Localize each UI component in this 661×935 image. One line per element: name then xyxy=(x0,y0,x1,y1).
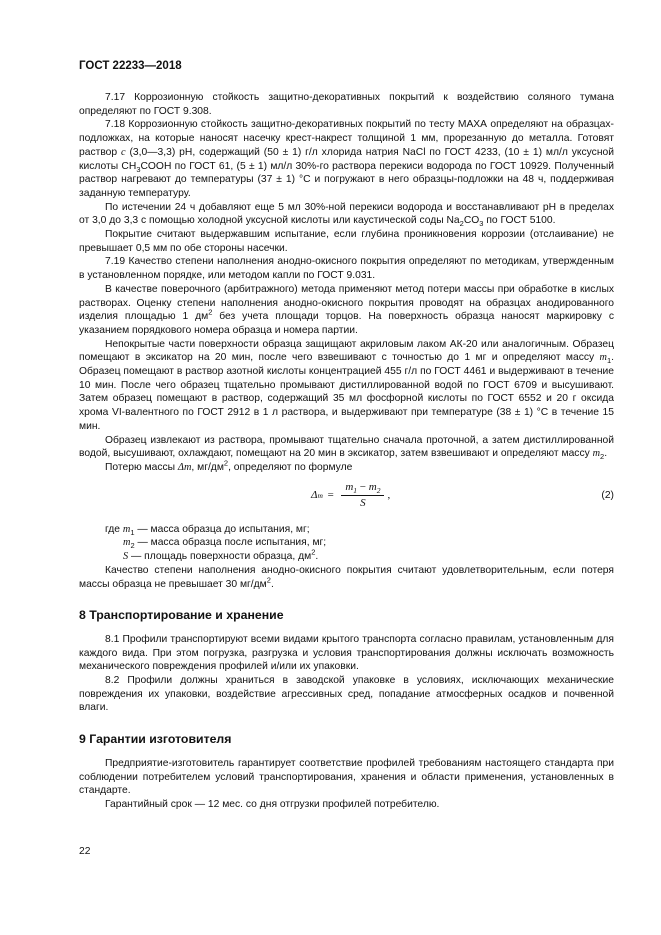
paragraph-mass-loss: Потерю массы Δm, $мг/дм^2$, определяют по формуле xyxy=(105,458,353,473)
legend-m1: где $m_1$ — масса образца до испытания, мг; xyxy=(105,523,310,537)
paragraph-arbitration-method: В качестве поверочного (арбитражного) метода применяют метод потери массы при обработке в кислых растворах. Оценку степени наполнения анодно-окисного покрытия проводят на образцах анодированного изделия площадью 1 $дм^2$ без учета площади торцов. На поверхность образца наносят маркировку с указанием порядкового номера образца и номера партии. xyxy=(79,283,615,336)
formula-2 xyxy=(79,479,614,517)
paragraph-pass-criterion: Покрытие считают выдержавшим испытание, если глубина проникновения коррозии (отслаивание) не превышает 0,5 мм по обе стороны насечки. xyxy=(79,229,614,254)
page-number: 22 xyxy=(79,846,91,857)
legend-s: S — площадь поверхности образца, $дм^2$. xyxy=(123,547,319,563)
paragraph-ph-restore: По истечении 24 ч добавляют еще 5 мл 30%-ной перекиси водорода и восстанавливают рН в пределах от 3,0 до 3,3 с помощью холодной уксусной кислоты или каустической соды $Na_2CO_3$ по ГОСТ 5100. xyxy=(79,201,614,229)
document-code: ГОСТ 22233—2018 xyxy=(79,60,182,72)
paragraph-9-2: Гарантийный срок — 12 мес. со дня отгрузки профилей потребителю. xyxy=(105,798,440,810)
section-8-title: 8 Транспортирование и хранение xyxy=(79,608,284,623)
paragraph-7-18: 7.18 Коррозионную стойкость защитно-декоративных покрытий по тесту МАХА определяют на образцах-подложках, на которые наносят насечку крест-накрест толщиной 1 мм, прорезанную до металла. Готовят раствор c (3,0—3,3) рН, содержащий (50 ± 1) г/л хлорида натрия NaCl по ГОСТ 4233, (10 ± 1) мл/л уксусной кислоты $CH_3COOH$ по ГОСТ 61, (5 ± 1) мл/л 30%-го раствора перекиси водорода по ГОСТ 10929. Полученный раствор нагревают до температуры (37 ± 1) °С и погружают в него образцы-подложки на 48 ч, поддерживая заданную температуру. xyxy=(79,119,614,199)
section-9-title: 9 Гарантии изготовителя xyxy=(79,732,232,747)
paragraph-8-2: 8.2 Профили должны храниться в заводской упаковке в условиях, исключающих механические повреждения их упаковки, воздействие агрессивных сред, попадание атмосферных осадков и почвенной влаги. xyxy=(79,675,614,714)
paragraph-protection: Непокрытые части поверхности образца защищают акриловым лаком АК-20 или аналогичным. Образец помещают в эксикатор на 20 мин, после чего взвешивают с точностью до 1 мг и определяют массу $m_1$. Образец помещают в раствор азотной кислоты концентрацией 455 г/л по ГОСТ 4461 и выдерживают в течение 10 мин. После чего образец тщательно промывают дистиллированной водой по ГОСТ 6709 и высушивают. Затем образец помещают в раствор, содержащий 35 мл фосфорной кислоты по ГОСТ 6552 и 20 г оксида хрома VI-валентного по ГОСТ 2912 в 1 л раствора, и выдерживают при температуре (38 ± 1) °С в течение 15 мин. xyxy=(79,338,614,432)
formula-expression: Δ m = $\frac{m_1 - m_2}{S}$ , xyxy=(311,480,391,510)
paragraph-9-1: Предприятие-изготовитель гарантирует соответствие профилей требованиям настоящего стандарта при соблюдении потребителем условий транспортирования, хранения и области применения, установленных в стандарте. xyxy=(79,757,614,797)
formula-number: (2) xyxy=(601,489,614,501)
paragraph-7-19: 7.19 Качество степени наполнения анодно-окисного покрытия определяют по методикам, утвержденным в установленном порядке, или методом капли по ГОСТ 9.031. xyxy=(79,256,614,282)
paragraph-remove-sample: Образец извлекают из раствора, промывают тщательно сначала проточной, а затем дистиллированной водой, высушивают, охлаждают, помещают на 20 мин в эксикатор, затем взвешивают и определяют массу $m_2$. xyxy=(79,434,614,462)
legend-m2: $m_2$ — масса образца после испытания, мг; xyxy=(123,537,327,551)
paragraph-quality-criterion: Качество степени наполнения анодно-окисного покрытия считают удовлетворительным, если потеря массы образца не превышает 30 $мг/дм^2$. xyxy=(79,564,614,590)
formula-fraction: $\frac{m_1 - m_2}{S}$ xyxy=(341,481,384,511)
paragraph-7-17: 7.17 Коррозионную стойкость защитно-декоративных покрытий к воздействию соляного тумана определяют по ГОСТ 9.308. xyxy=(79,92,614,117)
paragraph-8-1: 8.1 Профили транспортируют всеми видами крытого транспорта согласно правилам, установленным для каждого вида. При этом погрузка, разгрузка и условия транспортирования должны исключать возможность механического повреждения профилей и/или их упаковки. xyxy=(79,633,614,673)
document-body xyxy=(79,91,614,812)
